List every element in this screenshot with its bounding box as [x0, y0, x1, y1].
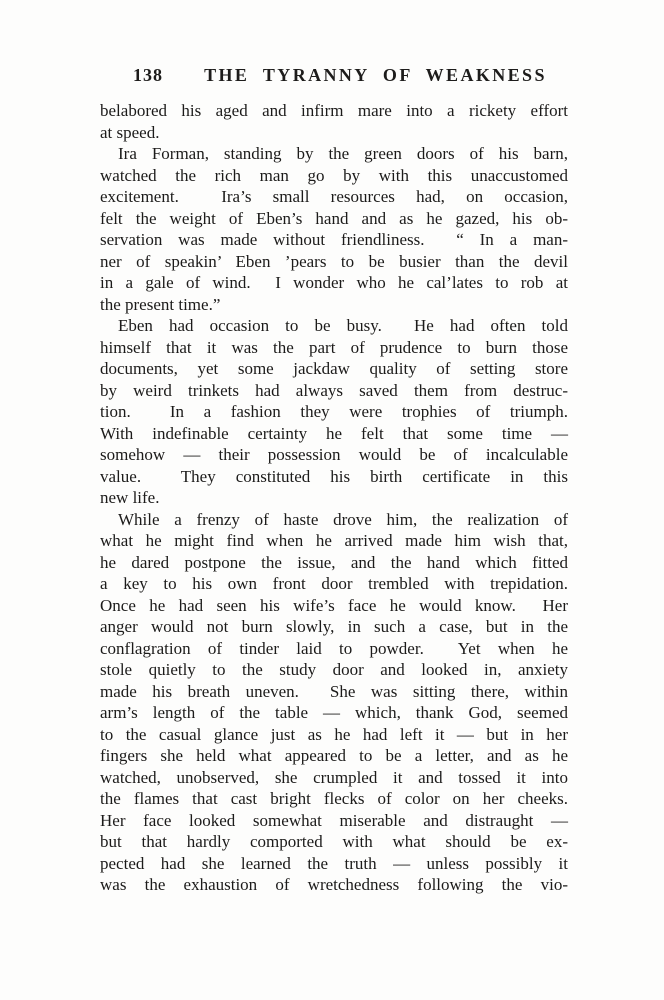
text-line: watched the rich man go by with this unaccustomed — [100, 165, 568, 185]
text-line: made his breath uneven. She was sitting there, within — [100, 681, 568, 701]
text-line: ner of speakin’ Eben ’pears to be busier than the devil — [100, 251, 568, 271]
paragraph — [100, 509, 568, 896]
body-text — [100, 100, 568, 896]
text-line: in a gale of wind. I wonder who he cal’lates to rob at — [100, 273, 568, 292]
text-line: documents, yet some jackdaw quality of setting store — [100, 359, 568, 378]
text-line: a key to his own front door trembled with trepidation. — [100, 574, 568, 593]
paragraph — [100, 315, 568, 509]
text-line: at speed. — [100, 122, 160, 142]
text-line: himself that it was the part of prudence to burn those — [100, 337, 568, 357]
text-line: the present time.” — [100, 294, 221, 314]
text-line: tion. In a fashion they were trophies of triumph. — [100, 402, 568, 421]
text-line: servation was made without friendliness. “ In a man- — [100, 230, 568, 249]
text-line: he dared postpone the issue, and the hand which fitted — [100, 552, 568, 572]
text-line: stole quietly to the study door and looked in, anxiety — [100, 660, 568, 679]
text-line: watched, unobserved, she crumpled it and tossed it into — [100, 767, 568, 787]
paragraph — [100, 143, 568, 315]
text-line: arm’s length of the table — which, thank God, seemed — [100, 703, 568, 722]
text-line: Eben had occasion to be busy. He had often told — [118, 316, 568, 335]
page-number: 138 — [133, 65, 163, 85]
text-line: what he might find when he arrived made him wish that, — [100, 531, 568, 550]
text-line: value. They constituted his birth certificate in this — [100, 466, 568, 486]
text-line: While a frenzy of haste drove him, the realization of — [118, 509, 568, 529]
text-line: new life. — [100, 488, 160, 507]
text-line: Ira Forman, standing by the green doors of his barn, — [118, 144, 568, 163]
text-line: to the casual glance just as he had left it — but in her — [100, 724, 568, 744]
text-line: Once he had seen his wife’s face he would know. Her — [100, 595, 568, 615]
text-line: With indefinable certainty he felt that some time — — [100, 423, 568, 443]
text-line: felt the weight of Eben’s hand and as he gazed, his ob- — [100, 208, 568, 228]
text-line: fingers she held what appeared to be a letter, and as he — [100, 746, 568, 765]
text-line: anger would not burn slowly, in such a case, but in the — [100, 617, 568, 636]
text-line: excitement. Ira’s small resources had, on occasion, — [100, 187, 568, 206]
text-line: by weird trinkets had always saved them from destruc- — [100, 380, 568, 400]
text-line: but that hardly comported with what should be ex- — [100, 832, 568, 851]
text-line: conflagration of tinder laid to powder. Yet when he — [100, 638, 568, 658]
text-line: pected had she learned the truth — unless possibly it — [100, 853, 568, 873]
text-line: the flames that cast bright flecks of color on her cheeks. — [100, 789, 568, 808]
text-line: somehow — their possession would be of incalculable — [100, 445, 568, 464]
text-line: belabored his aged and infirm mare into a rickety effort — [100, 101, 568, 120]
text-line: was the exhaustion of wretchedness following the vio- — [100, 875, 568, 894]
text-line: Her face looked somewhat miserable and distraught — — [100, 810, 568, 830]
page-header — [100, 64, 568, 86]
paragraph — [100, 100, 568, 143]
running-title: THE TYRANNY OF WEAKNESS — [204, 65, 547, 85]
